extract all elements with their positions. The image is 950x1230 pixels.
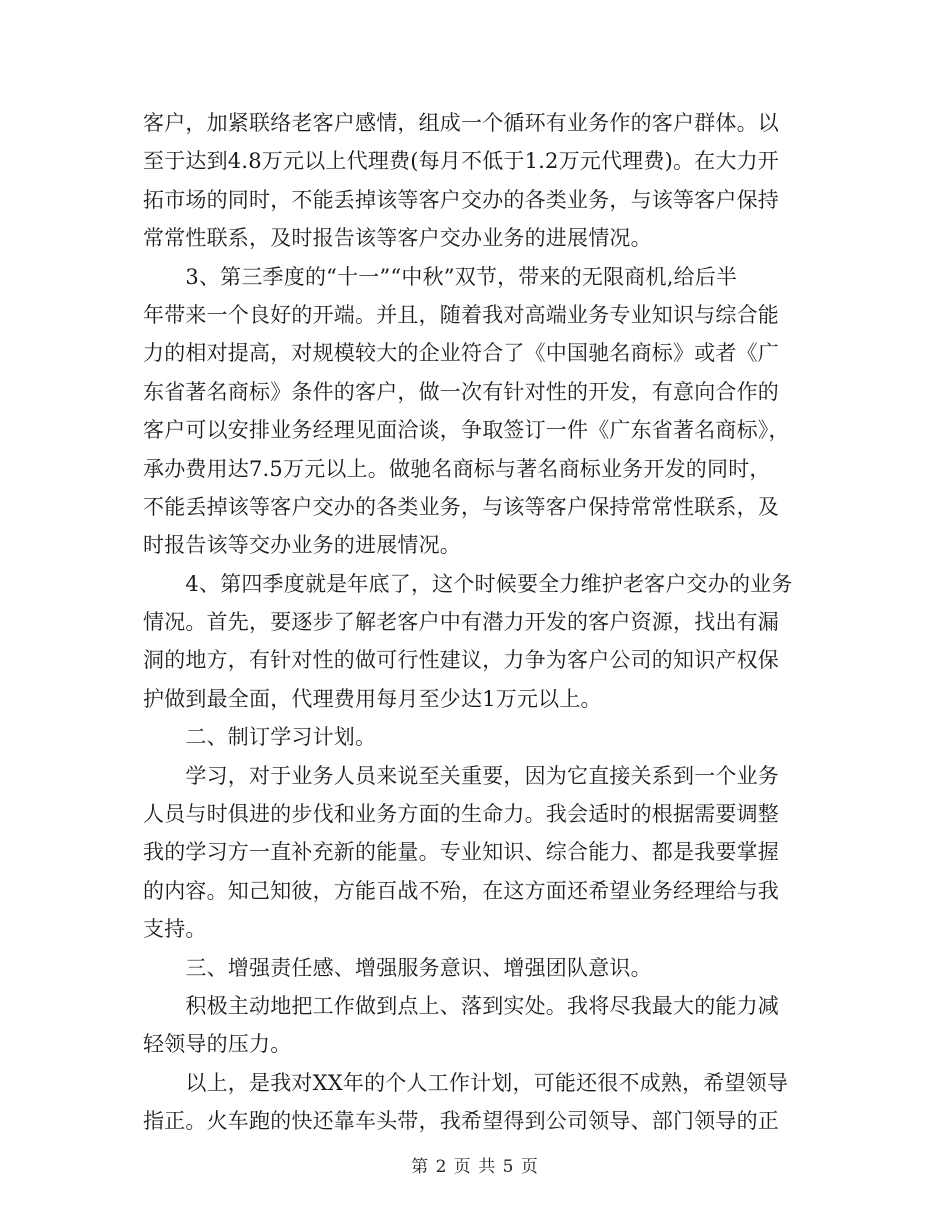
text-line: 指正。火车跑的快还靠车头带，我希望得到公司领导、部门领导的正 [143, 1109, 779, 1134]
text-line: 积极主动地把工作做到点上、落到实处。我将尽我最大的能力减 [143, 993, 779, 1018]
text-line: 护做到最全面，代理费用每月至少达1万元以上。 [143, 686, 602, 711]
text-line: 我的学习方一直补充新的能量。专业知识、综合能力、都是我要掌握 [143, 840, 779, 865]
text-line: 以上，是我对XX年的个人工作计划，可能还很不成熟，希望领导 [143, 1070, 789, 1095]
text-line: 力的相对提高，对规模较大的企业符合了《中国驰名商标》或者《广 [143, 341, 779, 366]
text-line: 年带来一个良好的开端。并且，随着我对高端业务专业知识与综合能 [143, 302, 779, 327]
text-line: 人员与时俱进的步伐和业务方面的生命力。我会适时的根据需要调整 [143, 802, 779, 827]
text-line: 情况。首先，要逐步了解老客户中有潜力开发的客户资源，找出有漏 [143, 610, 779, 635]
text-line: 客户可以安排业务经理见面洽谈，争取签订一件《广东省著名商标》， [143, 418, 790, 443]
text-line: 至于达到4.8万元以上代理费(每月不低于1.2万元代理费)。在大力开 [143, 149, 779, 174]
text-line: 的内容。知己知彼，方能百战不殆，在这方面还希望业务经理给与我 [143, 878, 779, 903]
text-line: 不能丢掉该等客户交办的各类业务，与该等客户保持常常性联系，及 [143, 494, 779, 519]
text-line: 拓市场的同时，不能丢掉该等客户交办的各类业务，与该等客户保持 [143, 187, 779, 212]
section-heading: 三、增强责任感、增强服务意识、增强团队意识。 [143, 955, 652, 980]
page-number-footer: 第 2 页 共 5 页 [411, 1157, 539, 1177]
text-line: 支持。 [143, 917, 207, 942]
text-line: 4、第四季度就是年底了，这个时候要全力维护老客户交办的业务 [143, 571, 793, 596]
text-line: 学习，对于业务人员来说至关重要，因为它直接关系到一个业务 [143, 763, 779, 788]
text-line: 轻领导的压力。 [143, 1032, 292, 1057]
document-body [143, 104, 813, 1141]
text-line: 3、第三季度的“十一”“中秋”双节，带来的无限商机,给后半 [143, 264, 738, 289]
text-line: 东省著名商标》条件的客户，做一次有针对性的开发，有意向合作的 [143, 379, 779, 404]
text-line: 时报告该等交办业务的进展情况。 [143, 533, 461, 558]
section-heading: 二、制订学习计划。 [143, 725, 377, 750]
text-line: 常常性联系，及时报告该等客户交办业务的进展情况。 [143, 226, 652, 251]
text-line: 承办费用达7.5万元以上。做驰名商标与著名商标业务开发的同时， [143, 456, 771, 481]
text-line: 客户，加紧联络老客户感情，组成一个循环有业务作的客户群体。以 [143, 111, 779, 135]
text-line: 洞的地方，有针对性的做可行性建议，力争为客户公司的知识产权保 [143, 648, 779, 673]
